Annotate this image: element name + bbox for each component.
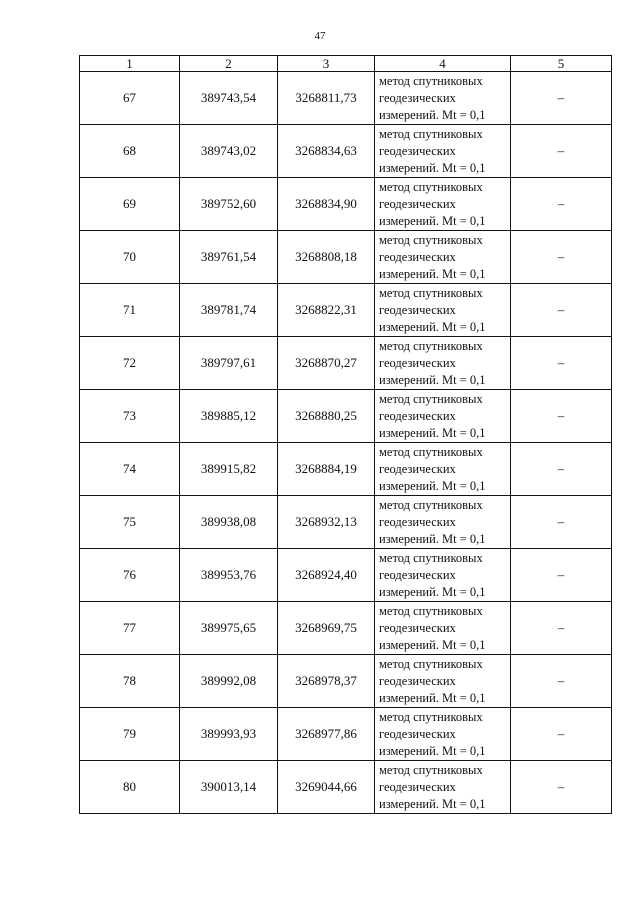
method-line: геодезических	[379, 249, 456, 264]
method-line: измерений. Mt = 0,1	[379, 690, 486, 705]
point-number-cell: 74	[80, 443, 180, 496]
table-row	[80, 655, 612, 708]
method-line: геодезических	[379, 90, 456, 105]
point-number-cell: 80	[80, 761, 180, 814]
table-row	[80, 761, 612, 814]
method-cell	[375, 178, 511, 231]
table-row	[80, 231, 612, 284]
header-col-5: 5	[511, 56, 612, 72]
method-line: измерений. Mt = 0,1	[379, 372, 486, 387]
method-line: геодезических	[379, 514, 456, 529]
y-coordinate-cell: 3268880,25	[278, 390, 375, 443]
method-line: геодезических	[379, 196, 456, 211]
header-col-1: 1	[80, 56, 180, 72]
method-line: измерений. Mt = 0,1	[379, 796, 486, 811]
method-line: измерений. Mt = 0,1	[379, 107, 486, 122]
coordinates-table	[79, 55, 612, 814]
column-5-cell: –	[511, 337, 612, 390]
method-line: метод спутниковых	[379, 232, 483, 247]
y-coordinate-cell: 3268822,31	[278, 284, 375, 337]
table-row	[80, 708, 612, 761]
point-number-cell: 78	[80, 655, 180, 708]
table-row	[80, 549, 612, 602]
method-line: метод спутниковых	[379, 179, 483, 194]
point-number-cell: 68	[80, 125, 180, 178]
method-line: метод спутниковых	[379, 550, 483, 565]
point-number-cell: 72	[80, 337, 180, 390]
y-coordinate-cell: 3268969,75	[278, 602, 375, 655]
y-coordinate-cell: 3268978,37	[278, 655, 375, 708]
table-row	[80, 496, 612, 549]
header-col-4: 4	[375, 56, 511, 72]
method-line: метод спутниковых	[379, 497, 483, 512]
method-line: метод спутниковых	[379, 656, 483, 671]
point-number-cell: 69	[80, 178, 180, 231]
table-row	[80, 125, 612, 178]
header-col-3: 3	[278, 56, 375, 72]
y-coordinate-cell: 3268834,90	[278, 178, 375, 231]
header-row	[80, 56, 612, 72]
method-cell	[375, 496, 511, 549]
method-cell	[375, 549, 511, 602]
table-row	[80, 72, 612, 125]
y-coordinate-cell: 3268834,63	[278, 125, 375, 178]
x-coordinate-cell: 389781,74	[180, 284, 278, 337]
x-coordinate-cell: 389953,76	[180, 549, 278, 602]
table-row	[80, 443, 612, 496]
point-number-cell: 75	[80, 496, 180, 549]
header-col-2: 2	[180, 56, 278, 72]
column-5-cell: –	[511, 284, 612, 337]
method-line: метод спутниковых	[379, 391, 483, 406]
x-coordinate-cell: 389992,08	[180, 655, 278, 708]
column-5-cell: –	[511, 761, 612, 814]
x-coordinate-cell: 389885,12	[180, 390, 278, 443]
column-5-cell: –	[511, 549, 612, 602]
method-line: измерений. Mt = 0,1	[379, 584, 486, 599]
method-line: измерений. Mt = 0,1	[379, 160, 486, 175]
column-5-cell: –	[511, 390, 612, 443]
method-line: измерений. Mt = 0,1	[379, 478, 486, 493]
y-coordinate-cell: 3268870,27	[278, 337, 375, 390]
column-5-cell: –	[511, 231, 612, 284]
table-row	[80, 178, 612, 231]
method-line: геодезических	[379, 355, 456, 370]
method-line: геодезических	[379, 408, 456, 423]
column-5-cell: –	[511, 708, 612, 761]
method-line: геодезических	[379, 461, 456, 476]
y-coordinate-cell: 3268932,13	[278, 496, 375, 549]
method-line: измерений. Mt = 0,1	[379, 213, 486, 228]
method-line: метод спутниковых	[379, 762, 483, 777]
y-coordinate-cell: 3268977,86	[278, 708, 375, 761]
method-line: геодезических	[379, 620, 456, 635]
column-5-cell: –	[511, 72, 612, 125]
y-coordinate-cell: 3268811,73	[278, 72, 375, 125]
column-5-cell: –	[511, 443, 612, 496]
method-cell	[375, 602, 511, 655]
method-line: геодезических	[379, 726, 456, 741]
method-cell	[375, 337, 511, 390]
x-coordinate-cell: 389975,65	[180, 602, 278, 655]
method-line: измерений. Mt = 0,1	[379, 743, 486, 758]
point-number-cell: 73	[80, 390, 180, 443]
method-line: геодезических	[379, 673, 456, 688]
x-coordinate-cell: 389752,60	[180, 178, 278, 231]
method-line: измерений. Mt = 0,1	[379, 425, 486, 440]
x-coordinate-cell: 389743,02	[180, 125, 278, 178]
point-number-cell: 70	[80, 231, 180, 284]
method-cell	[375, 390, 511, 443]
point-number-cell: 67	[80, 72, 180, 125]
method-line: измерений. Mt = 0,1	[379, 266, 486, 281]
method-line: геодезических	[379, 143, 456, 158]
x-coordinate-cell: 389761,54	[180, 231, 278, 284]
method-line: метод спутниковых	[379, 603, 483, 618]
method-line: метод спутниковых	[379, 285, 483, 300]
method-line: метод спутниковых	[379, 338, 483, 353]
method-line: геодезических	[379, 567, 456, 582]
column-5-cell: –	[511, 496, 612, 549]
y-coordinate-cell: 3269044,66	[278, 761, 375, 814]
point-number-cell: 77	[80, 602, 180, 655]
column-5-cell: –	[511, 125, 612, 178]
method-line: измерений. Mt = 0,1	[379, 319, 486, 334]
x-coordinate-cell: 389743,54	[180, 72, 278, 125]
table-row	[80, 602, 612, 655]
x-coordinate-cell: 389993,93	[180, 708, 278, 761]
x-coordinate-cell: 390013,14	[180, 761, 278, 814]
method-line: измерений. Mt = 0,1	[379, 637, 486, 652]
method-cell	[375, 231, 511, 284]
method-line: геодезических	[379, 302, 456, 317]
method-cell	[375, 72, 511, 125]
x-coordinate-cell: 389938,08	[180, 496, 278, 549]
method-line: метод спутниковых	[379, 444, 483, 459]
method-cell	[375, 655, 511, 708]
y-coordinate-cell: 3268924,40	[278, 549, 375, 602]
method-cell	[375, 708, 511, 761]
method-line: геодезических	[379, 779, 456, 794]
point-number-cell: 71	[80, 284, 180, 337]
page-number: 47	[314, 30, 326, 42]
table-body	[80, 72, 612, 814]
method-line: измерений. Mt = 0,1	[379, 531, 486, 546]
method-line: метод спутниковых	[379, 126, 483, 141]
x-coordinate-cell: 389797,61	[180, 337, 278, 390]
method-line: метод спутниковых	[379, 73, 483, 88]
point-number-cell: 79	[80, 708, 180, 761]
method-line: метод спутниковых	[379, 709, 483, 724]
y-coordinate-cell: 3268884,19	[278, 443, 375, 496]
x-coordinate-cell: 389915,82	[180, 443, 278, 496]
method-cell	[375, 443, 511, 496]
column-5-cell: –	[511, 655, 612, 708]
table-row	[80, 337, 612, 390]
column-5-cell: –	[511, 178, 612, 231]
point-number-cell: 76	[80, 549, 180, 602]
method-cell	[375, 284, 511, 337]
table-row	[80, 390, 612, 443]
column-5-cell: –	[511, 602, 612, 655]
table-row	[80, 284, 612, 337]
method-cell	[375, 761, 511, 814]
y-coordinate-cell: 3268808,18	[278, 231, 375, 284]
table-header	[80, 56, 612, 72]
method-cell	[375, 125, 511, 178]
